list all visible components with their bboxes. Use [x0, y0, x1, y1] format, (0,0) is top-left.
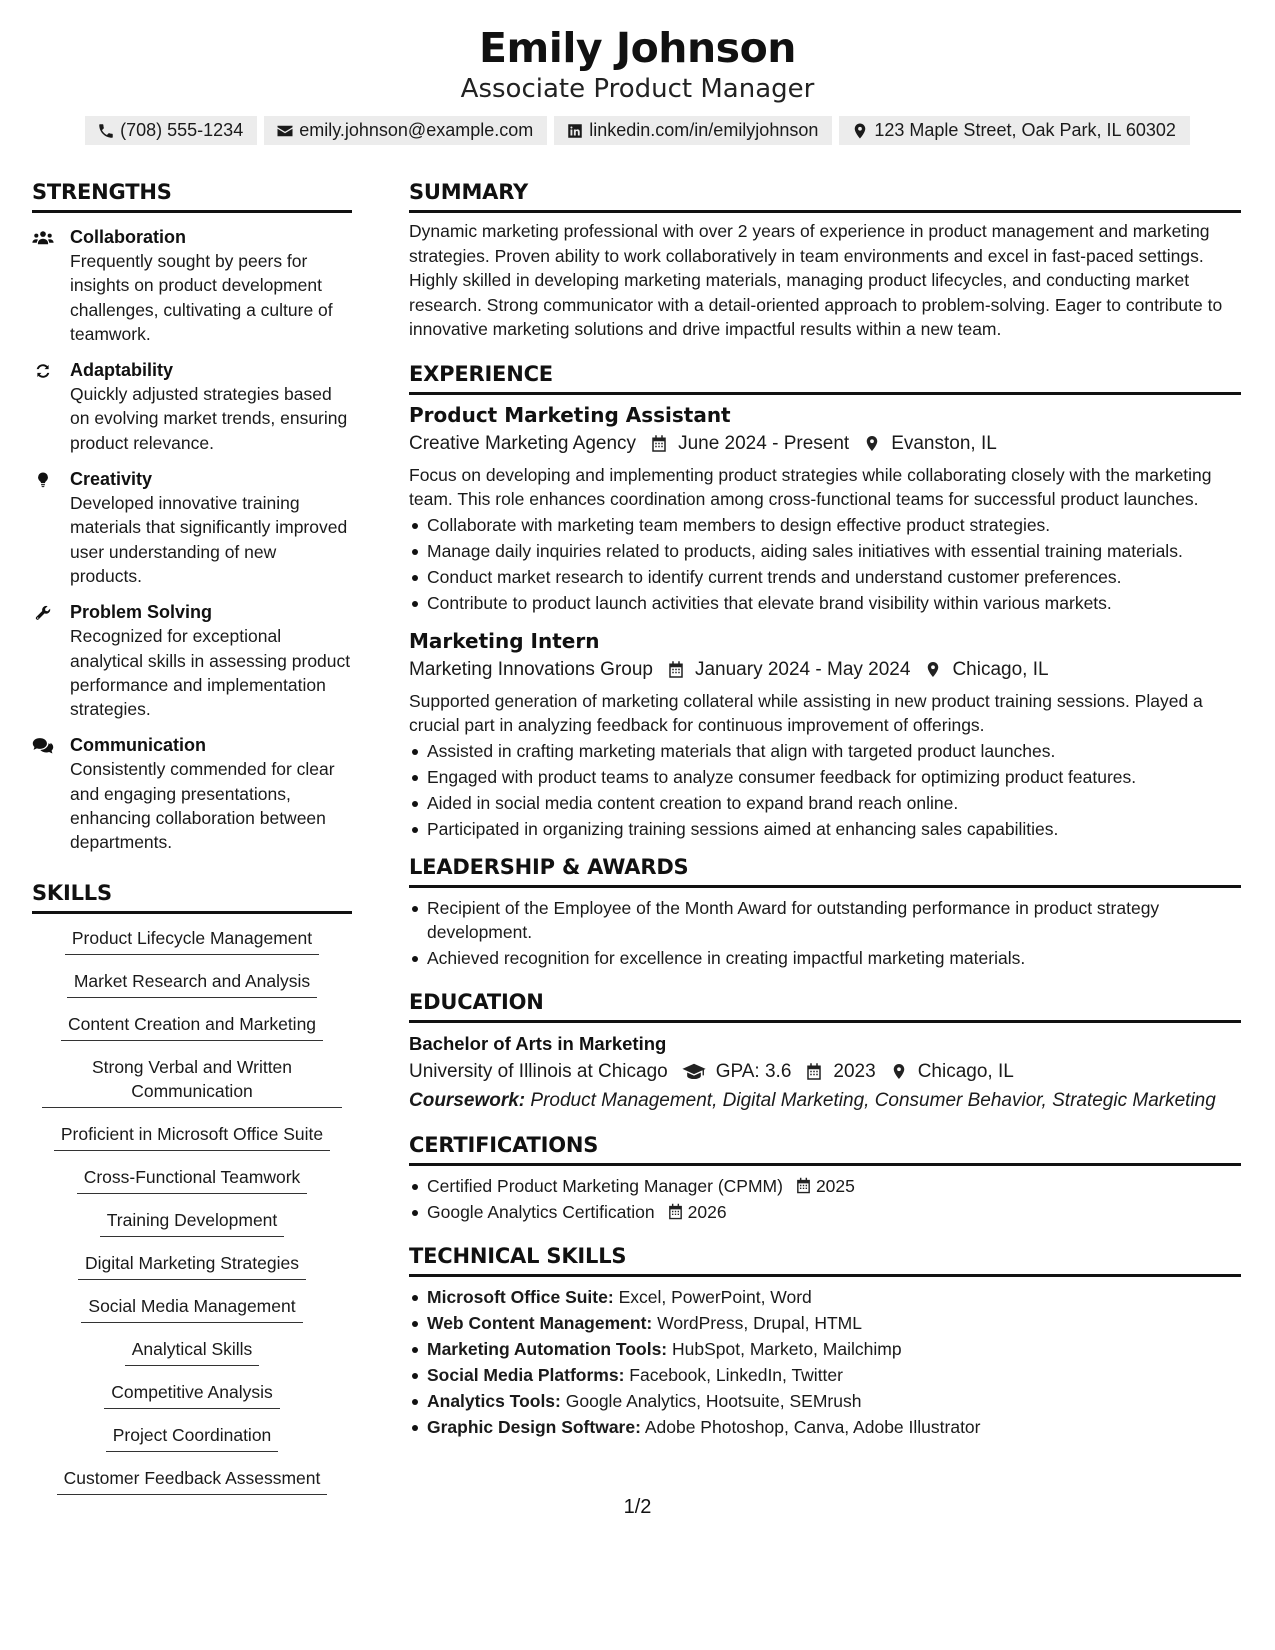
experience-heading: EXPERIENCE [409, 360, 1241, 395]
job-title: Product Marketing Assistant [409, 402, 731, 427]
technical-skills-list [409, 1285, 1241, 1439]
map-marker-icon [851, 122, 869, 140]
sync-icon [32, 362, 54, 380]
phone-text: (708) 555-1234 [120, 120, 244, 140]
contact-email[interactable] [264, 116, 547, 145]
skill-item: Competitive Analysis [104, 1380, 279, 1409]
job-dates: January 2024 - May 2024 [694, 658, 911, 680]
wrench-icon [32, 604, 54, 622]
tech-skill-item [409, 1285, 1241, 1309]
certification-item [409, 1174, 1241, 1198]
job-description: Supported generation of marketing collateral while assisting in new product training sessions. Played a crucial part in analyzing feedback for continuous improvement of offerings. [409, 690, 1203, 735]
tech-skill-item [409, 1337, 1241, 1361]
contact-phone[interactable] [85, 116, 257, 145]
certifications-list [409, 1174, 1241, 1224]
candidate-name: Emily Johnson [479, 24, 796, 72]
job-bullet: Assisted in crafting marketing materials that align with targeted product launches. [409, 739, 1241, 763]
strength-name: Collaboration [70, 227, 186, 247]
technical-skills-heading: TECHNICAL SKILLS [409, 1242, 1241, 1277]
certification-name: Google Analytics Certification [427, 1201, 655, 1222]
tech-skill-label: Web Content Management: [427, 1312, 653, 1333]
tech-skill-label: Social Media Platforms: [427, 1364, 625, 1385]
map-marker-icon [863, 434, 881, 453]
strengths-list [32, 225, 352, 855]
phone-icon [97, 122, 115, 140]
skill-item: Proficient in Microsoft Office Suite [54, 1122, 330, 1151]
strength-item [32, 467, 352, 588]
strength-name: Adaptability [70, 360, 174, 381]
contact-address [839, 116, 1190, 145]
summary-text: Dynamic marketing professional with over 2 years of experience in product management and marketing strategies. Proven ability to work collaboratively in team environments and excel in fast-paced settings. Highly skilled in developing marketing materials, managing product lifecycles, and conducting market research. Strong communicator with a detail-oriented approach to problem-solving. Eager to contribute to innovative marketing solutions and drive impactful results within a new team. [409, 221, 1223, 339]
school-location: Chicago, IL [917, 1060, 1014, 1082]
coursework [409, 1089, 1241, 1113]
users-icon [32, 229, 54, 247]
certification-item [409, 1200, 1241, 1224]
tech-skill-label: Microsoft Office Suite: [427, 1286, 614, 1307]
strength-desc: Quickly adjusted strategies based on evolving market trends, ensuring product relevance. [70, 384, 348, 453]
calendar-icon [667, 1203, 684, 1220]
strength-item [32, 225, 352, 346]
map-marker-icon [924, 660, 942, 679]
degree-title: Bachelor of Arts in Marketing [409, 1032, 667, 1054]
education-heading: EDUCATION [409, 988, 1241, 1023]
summary-heading: SUMMARY [409, 178, 1241, 213]
job-description: Focus on developing and implementing product strategies while collaborating closely with the marketing team. This role enhances coordination among cross-functional teams for successful product launches. [409, 464, 1212, 509]
certification-name: Certified Product Marketing Manager (CPMM) [427, 1175, 783, 1196]
job-bullet: Engaged with product teams to analyze consumer feedback for optimizing product features. [409, 765, 1241, 789]
job-entry [409, 401, 1241, 615]
right-column [409, 178, 1241, 1441]
skill-item: Customer Feedback Assessment [57, 1466, 328, 1495]
strengths-heading: STRENGTHS [32, 178, 352, 213]
job-bullet: Participated in organizing training sessions aimed at enhancing sales capabilities. [409, 817, 1241, 841]
strength-name: Creativity [70, 469, 153, 490]
calendar-icon [650, 434, 668, 453]
map-marker-icon [890, 1062, 908, 1081]
skill-item: Digital Marketing Strategies [78, 1251, 306, 1280]
strength-desc: Developed innovative training materials that significantly improved user understanding of new products. [70, 493, 348, 586]
tech-skill-value: WordPress, Drupal, HTML [657, 1312, 862, 1333]
contact-linkedin[interactable] [554, 116, 832, 145]
tech-skill-value: HubSpot, Marketo, Mailchimp [672, 1338, 902, 1359]
skill-item: Social Media Management [81, 1294, 302, 1323]
envelope-icon [276, 122, 294, 140]
email-text: emily.johnson@example.com [299, 120, 534, 140]
skill-item: Cross-Functional Teamwork [77, 1165, 308, 1194]
left-column [32, 178, 352, 1509]
certifications-heading: CERTIFICATIONS [409, 1131, 1241, 1166]
job-bullets [409, 513, 1241, 615]
gpa: GPA: 3.6 [715, 1060, 792, 1082]
job-company: Marketing Innovations Group [409, 658, 653, 680]
job-bullet: Conduct market research to identify current trends and understand customer preferences. [409, 565, 1241, 589]
skill-item: Product Lifecycle Management [65, 926, 319, 955]
leadership-heading: LEADERSHIP & AWARDS [409, 853, 1241, 888]
strength-name: Communication [70, 735, 207, 756]
strength-desc: Frequently sought by peers for insights on product development challenges, cultivating a culture of teamwork. [70, 251, 333, 344]
strength-desc: Consistently commended for clear and engaging presentations, enhancing collaboration between departments. [70, 759, 335, 853]
candidate-role: Associate Product Manager [460, 74, 815, 104]
graduation-year: 2023 [833, 1060, 876, 1082]
skill-item: Content Creation and Marketing [61, 1012, 323, 1041]
job-bullets [409, 739, 1241, 841]
skill-item: Analytical Skills [125, 1337, 260, 1366]
tech-skill-item [409, 1311, 1241, 1335]
job-bullet: Manage daily inquiries related to products, aiding sales initiatives with essential training materials. [409, 539, 1241, 563]
address-text: 123 Maple Street, Oak Park, IL 60302 [874, 120, 1176, 140]
skill-item: Strong Verbal and Written Communication [42, 1055, 342, 1108]
strength-item [32, 733, 352, 854]
skill-item: Training Development [100, 1208, 285, 1237]
strength-name: Problem Solving [70, 602, 213, 623]
graduation-cap-icon [682, 1062, 706, 1081]
coursework-label: Coursework: [409, 1089, 526, 1111]
strength-item [32, 600, 352, 721]
job-title: Marketing Intern [409, 628, 600, 653]
job-bullet: Aided in social media content creation to expand brand reach online. [409, 791, 1241, 815]
tech-skill-item [409, 1389, 1241, 1413]
calendar-icon [795, 1177, 812, 1194]
linkedin-icon [566, 122, 584, 140]
job-entry [409, 627, 1241, 841]
job-dates: June 2024 - Present [678, 432, 850, 454]
job-bullet: Collaborate with marketing team members to design effective product strategies. [409, 513, 1241, 537]
tech-skill-value: Excel, PowerPoint, Word [618, 1286, 812, 1307]
skills-heading: SKILLS [32, 879, 352, 914]
education-meta [409, 1057, 1241, 1087]
job-location: Chicago, IL [952, 658, 1049, 680]
job-meta [409, 429, 1241, 459]
skill-item: Project Coordination [106, 1423, 279, 1452]
job-company: Creative Marketing Agency [409, 432, 637, 454]
skills-list [32, 926, 352, 1509]
leadership-list [409, 896, 1241, 970]
tech-skill-label: Graphic Design Software: [427, 1416, 641, 1437]
skill-item: Market Research and Analysis [67, 969, 317, 998]
comments-icon [32, 737, 54, 755]
tech-skill-item [409, 1363, 1241, 1387]
tech-skill-label: Analytics Tools: [427, 1390, 561, 1411]
tech-skill-value: Adobe Photoshop, Canva, Adobe Illustrator [644, 1416, 981, 1437]
strength-item [32, 358, 352, 455]
coursework-list: Product Management, Digital Marketing, Consumer Behavior, Strategic Marketing [530, 1089, 1216, 1111]
strength-desc: Recognized for exceptional analytical skills in assessing product performance and implementation strategies. [70, 626, 351, 720]
job-meta [409, 655, 1241, 685]
calendar-icon [805, 1062, 823, 1081]
tech-skill-value: Google Analytics, Hootsuite, SEMrush [565, 1390, 862, 1411]
job-location: Evanston, IL [891, 432, 997, 454]
tech-skill-value: Facebook, LinkedIn, Twitter [629, 1364, 843, 1385]
award-item: Recipient of the Employee of the Month Award for outstanding performance in product strategy development. [409, 896, 1241, 944]
award-item: Achieved recognition for excellence in creating impactful marketing materials. [409, 946, 1241, 970]
calendar-icon [667, 660, 685, 679]
contact-bar [0, 116, 1275, 145]
tech-skill-item [409, 1415, 1241, 1439]
resume-header [0, 22, 1275, 145]
certification-year: 2025 [815, 1175, 855, 1196]
lightbulb-icon [32, 471, 54, 489]
linkedin-text: linkedin.com/in/emilyjohnson [589, 120, 819, 140]
job-bullet: Contribute to product launch activities that elevate brand visibility within various markets. [409, 591, 1241, 615]
certification-year: 2026 [687, 1201, 727, 1222]
page-number: 1/2 [623, 1496, 652, 1518]
tech-skill-label: Marketing Automation Tools: [427, 1338, 668, 1359]
school-name: University of Illinois at Chicago [409, 1060, 668, 1082]
